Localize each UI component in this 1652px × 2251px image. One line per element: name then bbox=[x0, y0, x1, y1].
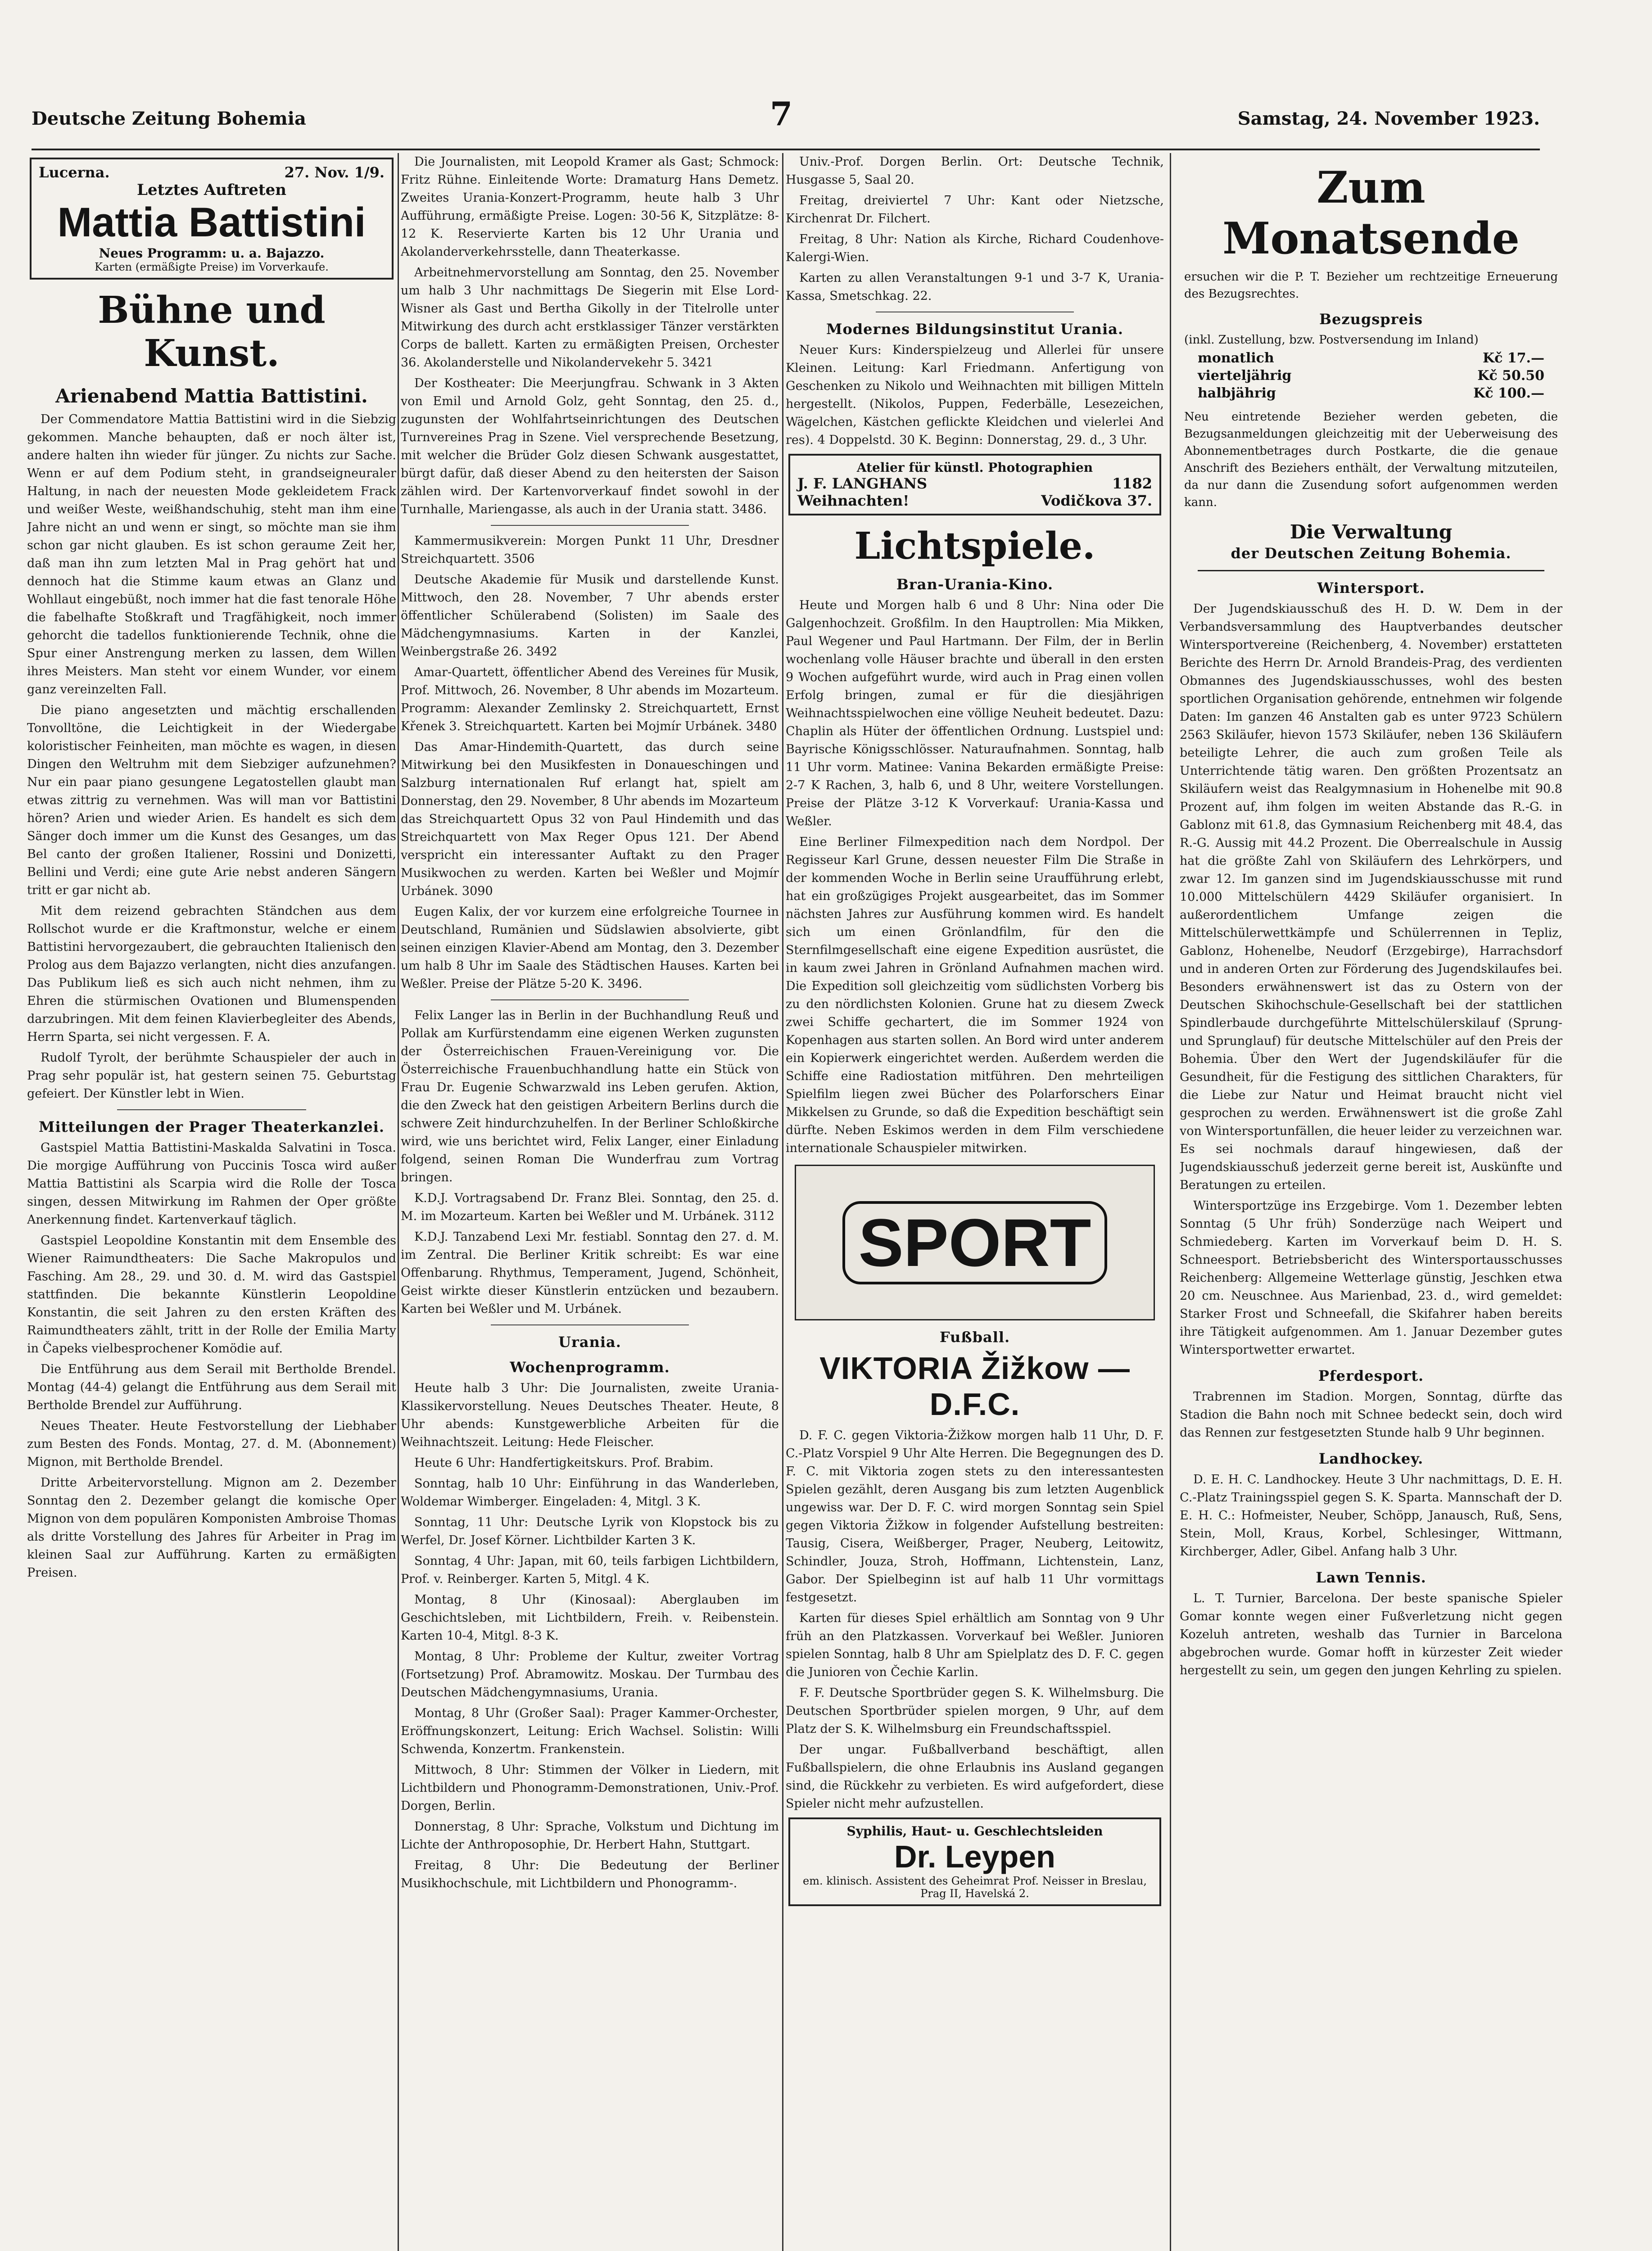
article-paragraph: Arbeitnehmervorstellung am Sonntag, den 25. November um halb 3 Uhr nachmittags De Siegerin mit Else Lord-Wisner als Gast und Bertha Gikolly in der Titelrolle unter Mitwirkung des durch acht erstklassiger Tänzer verstärkten Corps de ballett. Karten zu ermäßigten Preisen, Orchester 36. Akolanderstelle und Nikolandervekehr 5. 3421 bbox=[401, 266, 779, 370]
article-paragraph: L. T. Turnier, Barcelona. Der beste spanische Spieler Gomar konnte wegen einer Fußverletzung nicht gegen Kozeluh antreten, weshalb das Turnier in Barcelona abgebrochen wurde. Gomar hofft in kürzester Zeit wieder hergestellt zu sein, um gegen den jungen Kehrling zu spielen. bbox=[1180, 1591, 1562, 1677]
ad-line: Vodičkova 37. bbox=[1041, 492, 1152, 509]
article-paragraph: Gastspiel Leopoldine Konstantin mit dem Ensemble des Wiener Raimundtheaters: Die Sache Makropulos und Fasching. Am 28., 29. und 30. d. M. wird das Gastspiel stattfinden. Die bekannte Künstlerin Leopoldine Konstantin, die seit Jahren zu den ersten Kräften des Raimundtheaters zählt, tritt in der Rolle der Emilia Marty in Čapeks vielbesprochener Komödie auf. bbox=[27, 1234, 396, 1356]
masthead-date: Samstag, 24. November 1923. bbox=[1237, 108, 1540, 129]
masthead bbox=[32, 90, 1540, 150]
program-entry: Montag, 8 Uhr (Großer Saal): Prager Kammer-Orchester, Eröffnungskonzert, Leitung: Erich Wachsel. Solistin: Willi Schwenda, Konzertm. Frankenstein. bbox=[401, 1706, 779, 1756]
column-divider bbox=[782, 153, 783, 2251]
ad-doctor-name: Dr. Leypen bbox=[894, 1839, 1055, 1874]
pferdesport-title: Pferdesport. bbox=[1318, 1367, 1424, 1384]
bildung-title: Modernes Bildungsinstitut Urania. bbox=[826, 321, 1123, 338]
wintersport-title: Wintersport. bbox=[1317, 579, 1425, 597]
article-paragraph: Der Kostheater: Die Meerjungfrau. Schwank in 3 Akten von Emil und Arnold Golz, geht Sonntag, den 25. d., zugunsten der Wohlfahrtseinrichtungen des Deutschen Turnvereines Prag in Szene. Viel versprechende Besetzung, mit welcher die Brüder Golz diesen Schwank ausgestattet, bürgt dafür, daß dieser Abend zu den heitersten der Saison zählen wird. Der Kartenvorverkauf findet sowohl in der Turnhalle, Mariengasse, als auch in der Urania statt. 3486. bbox=[401, 376, 779, 516]
article-paragraph: Die Entführung aus dem Serail mit Bertholde Brendel. Montag (44-4) gelangt die Entführung aus dem Serail mit Bertholde Brendel zur Aufführung. bbox=[27, 1362, 396, 1412]
article-paragraph: Der Commendatore Mattia Battistini wird in die Siebzig gekommen. Manche behaupten, daß er noch älter ist, andere halten ihn wieder für jünger. Zu nichts zur Sache. Wenn er auf dem Podium steht, in grandseigneuraler Haltung, in nach der neuesten Mode gekleidetem Frack und weißer Weste, weißhandschuhig, steht man ihm eine Jahre nicht an und wenn er singt, so möchte man sie ihm schon gar nicht glauben. Es ist schon geraume Zeit her, daß man ihn zum letzten Mal in Prag gehört hat und dennoch hat die Stimme kaum etwas an Glanz und Wohllaut eingebüßt, noch immer hat die fast tenorale Höhe die fabelhafte Stoßkraft und Tragfähigkeit, noch immer gehorcht die tadellos funktionierende Technik, ohne die Spur einer Anstrengung merken zu lassen, dem Willen ihres Meisters. Man steht vor einem Wunder, vor einem ganz vereinzelten Fall. bbox=[27, 412, 396, 696]
article-paragraph: Die Journalisten, mit Leopold Kramer als Gast; Schmock: Fritz Rühne. Einleitende Worte: Dramaturg Hans Demetz. Zweites Urania-Konzert-Programm, heute halb 3 Uhr Aufführung, ermäßigte Preise. Logen: 30-56 K, Sitzplätze: 8-12 K. Reservierte Karten bis 12 Uhr Urania und Akolanderverkehrsstelle, dann Theaterkasse. bbox=[401, 155, 779, 259]
divider bbox=[117, 1109, 306, 1110]
subscription-heading: Zum Monatsende bbox=[1222, 162, 1520, 264]
article-paragraph: Heute und Morgen halb 6 und 8 Uhr: Nina oder Die Galgenhochzeit. Großfilm. In den Hauptrollen: Mia Mikken, Paul Wegener und Paul Hartmann. Der Film, der in Berlin wochenlang volle Häuser brachte und überall in den ersten 9 Wochen aufgeführt wurde, wird auch in Prag einen vollen Erfolg bringen, zumal er für die diesjährigen Weihnachtsspielwochen eine völlige Neuheit bedeutet. Dazu: Chaplin als Hüter der öffentlichen Ordnung. Lustspiel und: Bayrische Königsschlösser. Naturaufnahmen. Sonntag, halb 11 Uhr vorm. Matinee: Vanina Bekarden ermäßigte Preise: 2-7 K Rachen, 3, halb 6, und 8 Uhr, weitere Vorstellungen. Preise der Plätze 3-12 K Vorverkauf: Urania-Kassa und Weßler. bbox=[786, 598, 1164, 828]
program-entry: Montag, 8 Uhr (Kinosaal): Aberglauben im Geschichtsleben, mit Lichtbildern, Freih. v. Reibenstein. Karten 10-4, Mitgl. 8-3 K. bbox=[401, 1593, 779, 1643]
article-paragraph: D. E. H. C. Landhockey. Heute 3 Uhr nachmittags, D. E. H. C.-Platz Trainingsspiel gegen S. K. Sparta. Mannschaft der D. E. H. C.: Hofmeister, Neuber, Schöpp, Janausch, Ruß, Sens, Stein, Moll, Kraus, Korbel, Schlesinger, Wittmann, Kirchberger, Adler, Gibel. Anfang halb 3 Uhr. bbox=[1180, 1473, 1562, 1559]
advertisement-battistini bbox=[30, 158, 394, 280]
article-paragraph: Amar-Quartett, öffentlicher Abend des Vereines für Musik, Prof. Mittwoch, 26. November, 8 Uhr abends im Mozarteum. Programm: Alexander Zemlinsky 2. Streichquartett, Ernst Křenek 3. Streichquartett. Karten bei Mojmír Urbánek. 3480 bbox=[401, 665, 779, 733]
subscription-intro: ersuchen wir die P. T. Bezieher um rechtzeitige Erneuerung des Bezugsrechtes. bbox=[1184, 270, 1558, 301]
page-number: 7 bbox=[770, 95, 793, 133]
ad-tickets: Karten (ermäßigte Preise) im Vorverkaufe. bbox=[95, 261, 329, 273]
column-1 bbox=[27, 153, 396, 2251]
article-paragraph: Karten für dieses Spiel erhältlich am Sonntag von 9 Uhr früh an den Platzkassen. Vorverkauf bei Weßler. Junioren spielen Sonntag, halb 8 Uhr am Spielplatz des D. F. C. gegen die Junioren von Čechie Karlin. bbox=[786, 1611, 1164, 1679]
program-entry: Sonntag, halb 10 Uhr: Einführung in das Wanderleben, Woldemar Wimberger. Eingeladen: 4, Mitgl. 3 K. bbox=[401, 1477, 779, 1509]
program-entry: Freitag, 8 Uhr: Nation als Kirche, Richard Coudenhove-Kalergi-Wien. bbox=[786, 232, 1164, 264]
article-paragraph: Das Amar-Hindemith-Quartett, das durch seine Mitwirkung bei den Musikfesten in Donaueschingen und Salzburg internationalen Ruf erlangt hat, spielt am Donnerstag, den 29. November, 8 Uhr abends im Mozarteum das Streichquartett Opus 32 von Paul Hindemith und das Streichquartett von Max Reger Opus 121. Der Abend verspricht ein interessanter Auftakt zu den Prager Musikwochen zu werden. Karten bei Weßler und Mojmír Urbánek. 3090 bbox=[401, 740, 779, 898]
column-divider bbox=[398, 153, 399, 2251]
price-label: monatlich bbox=[1198, 350, 1274, 366]
article-paragraph: K.D.J. Vortragsabend Dr. Franz Blei. Sonntag, den 25. d. M. im Mozarteum. Karten bei Weßler und M. Urbánek. 3112 bbox=[401, 1191, 779, 1223]
sport-illustration bbox=[795, 1165, 1155, 1320]
ad-date: 27. Nov. 1/9. bbox=[284, 164, 385, 181]
bezugspreis-note: (inkl. Zustellung, bzw. Postversendung im Inland) bbox=[1184, 333, 1479, 347]
ad-artist-name: Mattia Battistini bbox=[57, 199, 366, 245]
advertisement-leypen bbox=[788, 1817, 1161, 1906]
article-paragraph: Neues Theater. Heute Festvorstellung der Liebhaber zum Besten des Fonds. Montag, 27. d. M. (Abonnement) Mignon, mit Bertholde Brendel. bbox=[27, 1419, 396, 1469]
article-paragraph: Kammermusikverein: Morgen Punkt 11 Uhr, Dresdner Streichquartett. 3506 bbox=[401, 534, 779, 566]
program-entry: Heute halb 3 Uhr: Die Journalisten, zweite Urania-Klassikervorstellung. Neues Deutsches Theater. Heute, 8 Uhr abends: Kunstgewerbliche Arbeiten für die Weihnachtszeit. Leitung: Hede Fleischer. bbox=[401, 1381, 779, 1449]
article-paragraph: Eugen Kalix, der vor kurzem eine erfolgreiche Tournee in Deutschland, Rumänien und Südslawien absolvierte, gibt seinen einzigen Klavier-Abend am Montag, den 3. Dezember um halb 8 Uhr im Saale des Städtischen Hauses. Karten bei Weßler. Preise der Plätze 5-20 K. 3496. bbox=[401, 905, 779, 991]
program-entry: Sonntag, 11 Uhr: Deutsche Lyrik von Klopstock bis zu Werfel, Dr. Josef Körner. Lichtbilder Karten 3 K. bbox=[401, 1515, 779, 1547]
urania-subtitle: Wochenprogramm. bbox=[510, 1359, 670, 1376]
column-divider bbox=[1170, 153, 1171, 2251]
new-subscribers-note: Neu eintretende Bezieher werden gebeten, die Bezugsanmeldungen gleichzeitig mit der Ueberweisung des Abonnementbetrages durch Postkarte, die die genaue Anschrift des Beziehers enthält, der Verwaltung mitzuteilen, da nur dann die Zusendung sofort aufgenommen werden kann. bbox=[1184, 410, 1558, 509]
divider bbox=[1198, 570, 1544, 571]
article-paragraph: Deutsche Akademie für Musik und darstellende Kunst. Mittwoch, den 28. November, 7 Uhr abends erster öffentlicher Schülerabend (Solisten) im Saale des Mädchengymnasiums. Karten in der Kanzlei, Weinbergstraße 26. 3492 bbox=[401, 573, 779, 659]
article-title: Arienabend Mattia Battistini. bbox=[55, 385, 368, 407]
article-paragraph: Eine Berliner Filmexpedition nach dem Nordpol. Der Regisseur Karl Grune, dessen neuester Film Die Straße in der kommenden Woche in Berlin seine Uraufführung erlebt, hat ein großzügiges Projekt ausgearbeitet, das im Sommer nächsten Jahres zur Ausführung kommen wird. Es handelt sich um einen Grönlandfilm, für den die Sternfilmgesellschaft eine eigene Expedition ausrüstet, die in kaum zwei Jahren in Grönland Aufnahmen machen wird. Die Expedition soll gleichzeitig vom südlichsten Vorberg bis zu den nördlichsten Kolonien. Grune hat zu diesem Zweck zwei Schiffe gechartert, die im Sommer 1924 von Kopenhagen aus starten sollen. An Bord wird unter anderem ein Kopierwerk eingerichtet werden. Außerdem werden die Schiffe eine Radiostation mitführen. Den mehrteiligen Spielfilm liegen zwei Bücher des Polarforschers Einar Mikkelsen zu Grunde, so daß die Expedition beschäftigt sein dürfte. Neben Eskimos werden in dem Film verschiedene internationale Schauspieler mitwirken. bbox=[786, 835, 1164, 1155]
signature-line-2: der Deutschen Zeitung Bohemia. bbox=[1231, 545, 1512, 562]
ad-tagline: Letztes Auftreten bbox=[137, 181, 286, 199]
article-paragraph: Der Jugendskiausschuß des H. D. W. Dem in der Verbandsversammlung des Hauptverbandes deutscher Wintersportvereine (Reichenberg, 4. November) erstatteten Berichte des Herrn Dr. Arnold Brandeis-Prag, des verdienten Obmannes des Jugendskiausschusses, wohl des besten sportlichen Organisation gehörende, entnehmen wir folgende Daten: Im ganzen 46 Anstalten gab es unter 9723 Schülern 2563 Skiläufer, hievon 1573 Skiläufer, neben 136 Skiläufern beteiligte Lehrer, die auch zum großen Teile als Unterrichtende tätig waren. Den größten Prozentsatz an Skiläufern weist das Realgymnasium in Hohenelbe mit 90.8 Prozent auf, ihm folgen im weiten Abstande das R.-G. in Gablonz mit 61.8, das Gymnasium Reichenberg mit 48.4, das R.-G. Aussig mit 44.2 Prozent. Die Oberrealschule in Aussig hat die größte Zahl von Skiläufern des Lehrkörpers, und zwar 12. Im ganzen sind im Jugendskiausschusse mit rund 10.000 Mittelschülern 4429 Skiläufer organisiert. In außerordentlichem Umfange zeigen die Mittelschülerwettkämpfe und Schülerrennen in Tepliz, Gablonz, Hohenelbe, Neudorf (Erzgebirge), Harrachsdorf und in anderen Orten zur Förderung des Jugendskilaufes bei. Besonders erwähnenswert ist das zu Ostern von der Deutschen Skihochschule-Gesellschaft bei der stattlichen Spindlerbaude durchgeführte Mittelschülerskilauf (Sprung- und Sprunglauf) für deutsche Mittelschüler auf den Preis der Bohemia. Über den Wert der Jugendskiläufer für die Gesundheit, für die Festigung des sittlichen Charakters, für die Liebe zur Natur und Heimat braucht nicht viel gesprochen zu werden. Erwähnenswert ist die große Zahl von Wintersportunfällen, die heuer leider zu verzeichnen war. Es sei nochmals darauf hingewiesen, daß der Jugendskiausschuß jederzeit gerne bereit ist, Auskünfte und Beratungen zu erteilen. bbox=[1180, 602, 1562, 1192]
ad-line: Syphilis, Haut- u. Geschlechtsleiden bbox=[846, 1824, 1103, 1839]
program-entry: Donnerstag, 8 Uhr: Sprache, Volkstum und Dichtung im Lichte der Anthroposophie, Dr. Herbert Hahn, Stuttgart. bbox=[401, 1820, 779, 1852]
price-value: Kč 50.50 bbox=[1477, 368, 1544, 384]
program-entry: Mittwoch, 8 Uhr: Stimmen der Völker in Liedern, mit Lichtbildern und Phonogramm-Demonstrationen, Univ.-Prof. Dorgen, Berlin. bbox=[401, 1763, 779, 1813]
article-paragraph: Felix Langer las in Berlin in der Buchhandlung Reuß und Pollak am Kurfürstendamm eine eigenen Werken zugunsten der Österreichischen Frauen-Vereinigung vor. Die Österreichische Frauenbuchhandlung hatte ein Stück von Frau Dr. Eugenie Schwarzwald ins Leben gerufen. Aktion, die den Zweck hat den geistigen Arbeitern Berlins durch die schwere Zeit hindurchzuhelfen. In der Berliner Schloßkirche wird, wie uns berichtet wird, Felix Langer, einer Einladung folgend, seinen Roman Die Wunderfrau zum Vortrag bringen. bbox=[401, 1008, 779, 1184]
price-row bbox=[1198, 350, 1544, 366]
lawn-tennis-title: Lawn Tennis. bbox=[1316, 1569, 1426, 1586]
program-entry: Univ.-Prof. Dorgen Berlin. Ort: Deutsche Technik, Husgasse 5, Saal 20. bbox=[786, 155, 1164, 187]
article-paragraph: Der ungar. Fußballverband beschäftigt, allen Fußballspielern, die ohne Erlaubnis ins Ausland gegangen sind, die Rückkehr zu verbieten. Es wird aufgefordert, diese Spieler nicht mehr aufzustellen. bbox=[786, 1743, 1164, 1811]
column-4 bbox=[1180, 153, 1562, 2251]
article-paragraph: Trabrennen im Stadion. Morgen, Sonntag, dürfte das Stadion die Bahn noch mit Schnee bedeckt sein, doch wird das Rennen zur festgesetzten Stunde halb 9 Uhr beginnen. bbox=[1180, 1390, 1562, 1440]
masthead-paper-name: Deutsche Zeitung Bohemia bbox=[32, 108, 306, 129]
article-paragraph: Neuer Kurs: Kinderspielzeug und Allerlei für unsere Kleinen. Leitung: Karl Friedmann. Anfertigung von Geschenken zu Nikolo und Weihnachten mit billigen Mitteln hergestellt. (Nikolos, Puppen, Federbälle, Lesezeichen, Wägelchen, Kästchen geflickte Kleidchen und vielerlei And res). 4 Doppelstd. 30 K. Beginn: Donnerstag, 29. d., 3 Uhr. bbox=[786, 343, 1164, 447]
sport-logo: SPORT bbox=[842, 1201, 1108, 1284]
fussball-title: Fußball. bbox=[939, 1329, 1010, 1346]
price-label: halbjährig bbox=[1198, 385, 1276, 401]
article-paragraph: K.D.J. Tanzabend Lexi Mr. festiabl. Sonntag den 27. d. M. im Zentral. Die Berliner Kritik schreibt: Es war eine Offenbarung. Rhythmus, Temperament, Jugend, Schönheit, Geist wirkte dieser Künstlerin entzücken und bezaubern. Karten bei Weßler und M. Urbánek. bbox=[401, 1230, 779, 1316]
ad-venue: Lucerna. bbox=[39, 164, 110, 181]
column-3 bbox=[786, 153, 1164, 2251]
column-2 bbox=[401, 153, 779, 2251]
match-title: VIKTORIA Žižkow — D.F.C. bbox=[819, 1351, 1130, 1422]
program-entry: Heute 6 Uhr: Handfertigkeitskurs. Prof. Brabim. bbox=[414, 1456, 714, 1470]
price-value: Kč 17.— bbox=[1483, 350, 1544, 366]
program-entry: Montag, 8 Uhr: Probleme der Kultur, zweiter Vortrag (Fortsetzung) Prof. Abramowitz. Moskau. Der Turmbau des Deutschen Mädchengymnasiums, Urania. bbox=[401, 1650, 779, 1700]
program-entry: Sonntag, 4 Uhr: Japan, mit 60, teils farbigen Lichtbildern, Prof. v. Reinberger. Karten 5, Mitgl. 4 K. bbox=[401, 1554, 779, 1586]
program-entry: Karten zu allen Veranstaltungen 9-1 und 3-7 K, Urania-Kassa, Smetschkag. 22. bbox=[786, 271, 1164, 303]
price-row bbox=[1198, 368, 1544, 384]
ad-program: Neues Programm: u. a. Bajazzo. bbox=[99, 246, 325, 261]
ad-line: Atelier für künstl. Photographien bbox=[856, 460, 1093, 475]
ad-line: 1182 bbox=[1112, 475, 1152, 492]
mitteilungen-title: Mitteilungen der Prager Theaterkanzlei. bbox=[39, 1118, 385, 1135]
article-paragraph: Mit dem reizend gebrachten Ständchen aus dem Rollschot wurde er die Kraftmonstur, welche er einem Battistini hervorgezaubert, die gebrauchten Italienisch den Prolog aus dem Bajazzo verlangten, nicht dies anzufangen. Das Publikum ließ es sich auch nicht nehmen, ihm zu Ehren die stürmischen Ovationen und Blumenspenden darzubringen. Mit dem feinen Klavierbegleiter des Abends, Herrn Sparta, sei nicht vergessen. F. A. bbox=[27, 904, 396, 1044]
price-label: vierteljährig bbox=[1198, 368, 1292, 384]
advertisement-langhans bbox=[788, 454, 1161, 515]
article-paragraph: Die piano angesetzten und mächtig erschallenden Tonvolltöne, die Leichtigkeit in der Wiedergabe koloristischer Feinheiten, man möchte es wagen, in diesen Dingen den Weltruhm mit dem Siebziger aufzunehmen? Nur ein paar piano gesungene Legatostellen glaubt man etwas zittrig zu vernehmen. Was will man vor Battistini hören? Arien und wieder Arien. Es handelt es sich dem Sänger doch immer um die Kunst des Gesanges, um das Bel canto der großen Italiener, Rossini und Donizetti, Bellini und Verdi; eine gute Arie nebst anderen Sängern tritt er gar nicht ab. bbox=[27, 703, 396, 897]
program-entry: Freitag, dreiviertel 7 Uhr: Kant oder Nietzsche, Kirchenrat Dr. Filchert. bbox=[786, 194, 1164, 226]
divider bbox=[491, 525, 689, 526]
article-paragraph: F. F. Deutsche Sportbrüder gegen S. K. Wilhelmsburg. Die Deutschen Sportbrüder spielen morgen, 9 Uhr, auf dem Platz der S. K. Wilhelmsburg ein Freundschaftsspiel. bbox=[786, 1686, 1164, 1736]
section-title: Bühne und Kunst. bbox=[98, 289, 326, 375]
price-value: Kč 100.— bbox=[1473, 385, 1544, 401]
landhockey-title: Landhockey. bbox=[1318, 1450, 1424, 1467]
bezugspreis-title: Bezugspreis bbox=[1319, 311, 1423, 328]
urania-title: Urania. bbox=[558, 1333, 621, 1351]
article-paragraph: D. F. C. gegen Viktoria-Žižkow morgen halb 11 Uhr, D. F. C.-Platz Vorspiel 9 Uhr Alte Herren. Die Begegnungen des D. F. C. mit Viktoria zogen stets zu den interessantesten Spielen gezählt, deren Ausgang bis zum letzten Augenblick ungewiss war. Der D. F. C. wird morgen Sonntag sein Spiel gegen Viktoria Žižkow in folgender Aufstellung bestreiten: Tausig, Cisera, Weißberger, Prager, Neuberg, Leitowitz, Schindler, Jouza, Stroh, Hoffmann, Lichtenstein, Lanz, Gabor. Der Spielbeginn ist auf halb 11 Uhr vormittags festgesetzt. bbox=[786, 1428, 1164, 1605]
article-paragraph: Rudolf Tyrolt, der berühmte Schauspieler der auch in Prag sehr populär ist, hat gestern seinen 75. Geburtstag gefeiert. Der Künstler lebt in Wien. bbox=[27, 1051, 396, 1101]
ad-line: Weihnachten! bbox=[797, 492, 910, 509]
ad-line: J. F. LANGHANS bbox=[797, 475, 928, 492]
lichtspiele-subtitle: Bran-Urania-Kino. bbox=[896, 576, 1054, 593]
price-row bbox=[1198, 385, 1544, 401]
article-paragraph: Dritte Arbeitervorstellung. Mignon am 2. Dezember Sonntag den 2. Dezember gelangt die komische Oper Mignon von dem populären Komponisten Ambroise Thomas als dritte Vorstellung des Jahres für Arbeiter in Prag im kleinen Saal zur Aufführung. Karten zu ermäßigten Preisen. bbox=[27, 1476, 396, 1580]
ad-line: em. klinisch. Assistent des Geheimrat Prof. Neisser in Breslau, Prag II, Havelská 2. bbox=[803, 1875, 1147, 1900]
signature-line-1: Die Verwaltung bbox=[1290, 521, 1453, 543]
program-entry: Freitag, 8 Uhr: Die Bedeutung der Berliner Musikhochschule, mit Lichtbildern und Phonogramm-. bbox=[401, 1858, 779, 1890]
article-paragraph: Gastspiel Mattia Battistini-Maskalda Salvatini in Tosca. Die morgige Aufführung von Puccinis Tosca wird außer Mattia Battistini als Scarpia wird die Rolle der Tosca singen, dessen Mitwirkung im Rahmen der Oper größte Anerkennung findet. Kartenverkauf täglich. bbox=[27, 1141, 396, 1227]
divider bbox=[491, 999, 689, 1000]
lichtspiele-title: Lichtspiele. bbox=[854, 524, 1095, 568]
article-paragraph: Wintersportzüge ins Erzgebirge. Vom 1. Dezember lebten Sonntag (5 Uhr früh) Sonderzüge nach Weipert und Schmiedeberg. Karten im Vorverkauf beim D. H. S. Schneesport. Betriebsbericht des Wintersportausschusses Reichenberg: Allgemeine Wetterlage günstig, Jeschken etwa 20 cm. Neuschnee. Aus Marienbad, 23. d., wird gemeldet: Starker Frost und Schneefall, die Skifahrer haben bereits ihre Tätigkeit aufgenommen. Am 1. Januar Dezember gutes Wintersportwetter erwartet. bbox=[1180, 1199, 1562, 1357]
divider bbox=[491, 1324, 689, 1325]
